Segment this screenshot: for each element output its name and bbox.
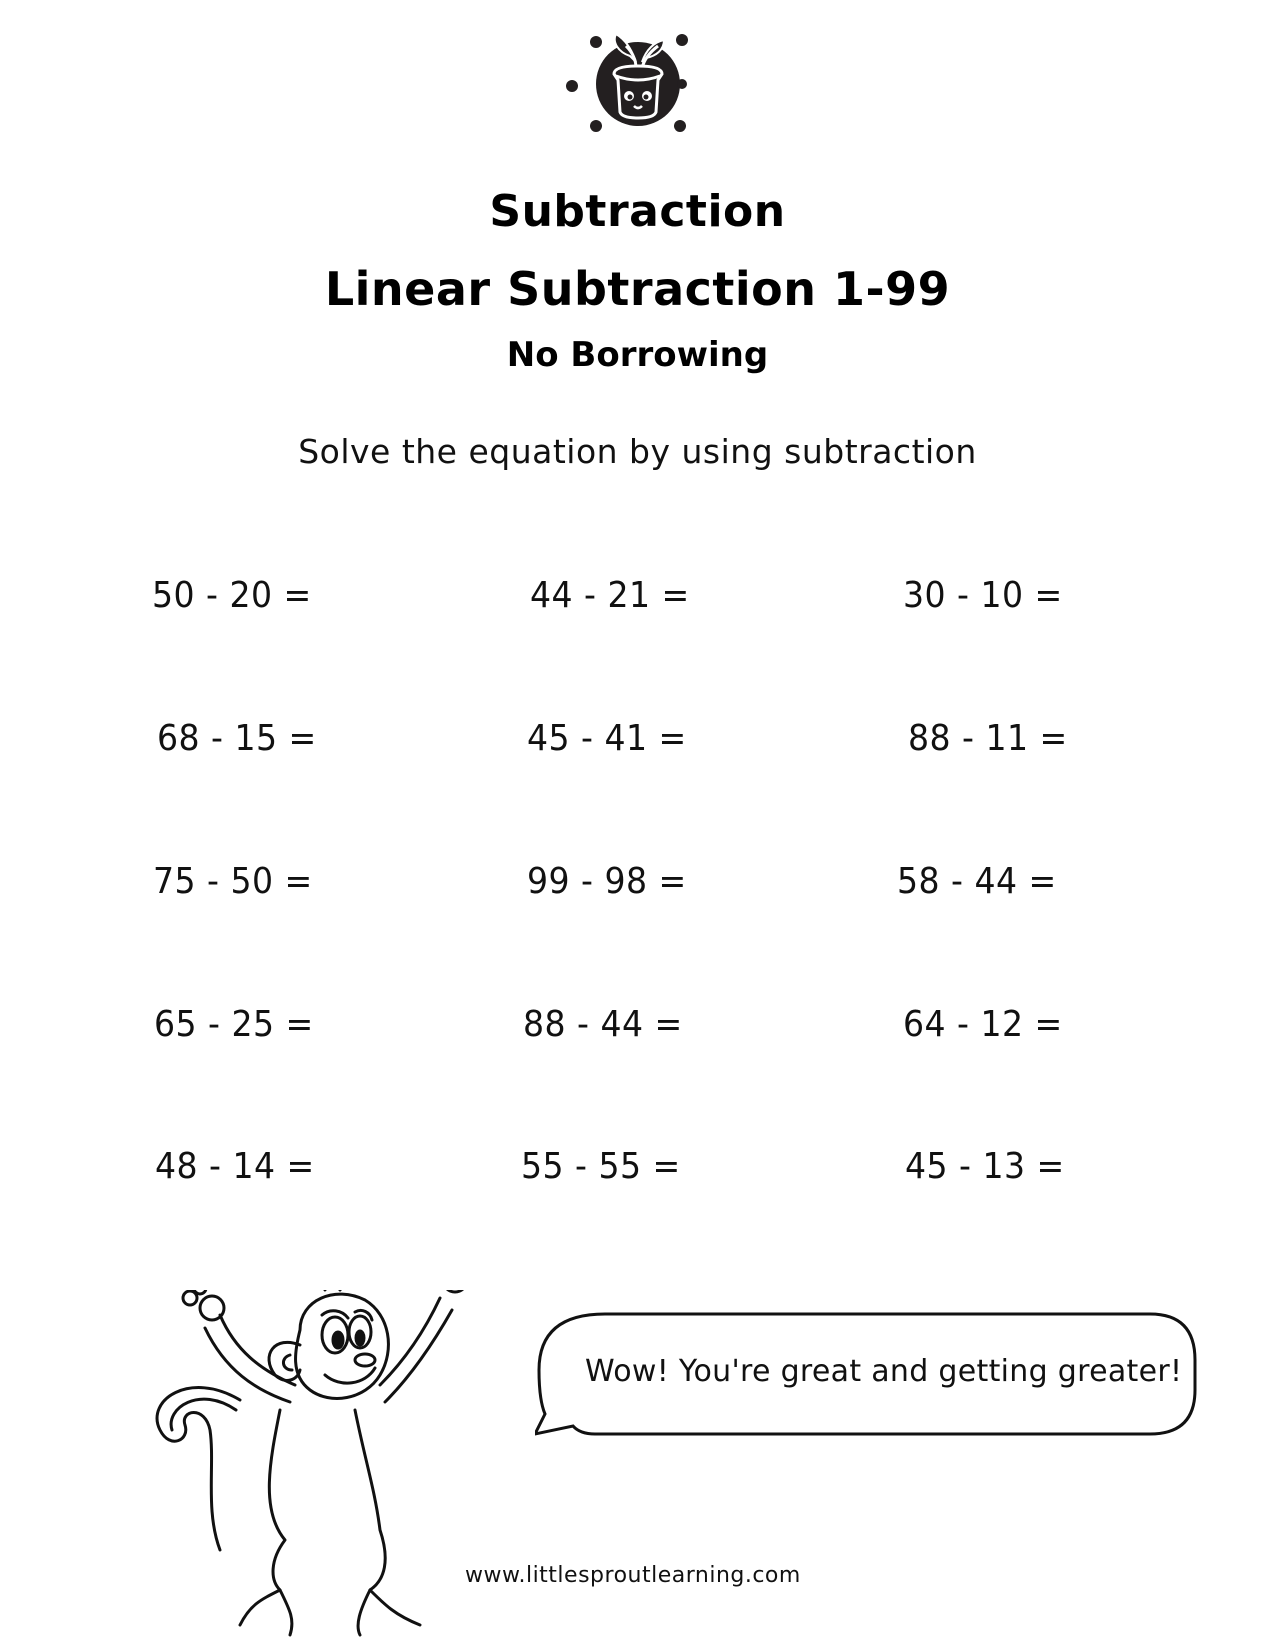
problem-item: 44 - 21 = bbox=[530, 575, 690, 616]
problem-item: 64 - 12 = bbox=[903, 1004, 1063, 1045]
footer-url[interactable]: www.littlesproutlearning.com bbox=[465, 1563, 801, 1588]
problem-item: 48 - 14 = bbox=[155, 1146, 315, 1187]
problem-item: 65 - 25 = bbox=[154, 1004, 314, 1045]
problem-item: 50 - 20 = bbox=[152, 575, 312, 616]
problem-item: 45 - 13 = bbox=[905, 1146, 1065, 1187]
speech-bubble-text: Wow! You're great and getting greater! bbox=[585, 1354, 1183, 1389]
worksheet-tagline: No Borrowing bbox=[506, 335, 769, 375]
problem-item: 88 - 11 = bbox=[908, 718, 1068, 759]
problem-item: 30 - 10 = bbox=[903, 575, 1063, 616]
instructions: Solve the equation by using subtraction bbox=[298, 432, 977, 471]
problem-item: 68 - 15 = bbox=[157, 718, 317, 759]
problem-item: 75 - 50 = bbox=[153, 861, 313, 902]
problem-item: 99 - 98 = bbox=[527, 861, 687, 902]
monkey-icon bbox=[150, 1290, 510, 1650]
problem-item: 55 - 55 = bbox=[521, 1146, 681, 1187]
worksheet-title: Subtraction bbox=[489, 186, 786, 237]
problem-item: 58 - 44 = bbox=[897, 861, 1057, 902]
problem-item: 45 - 41 = bbox=[527, 718, 687, 759]
problem-item: 88 - 44 = bbox=[523, 1004, 683, 1045]
worksheet-subtitle: Linear Subtraction 1-99 bbox=[324, 262, 951, 316]
